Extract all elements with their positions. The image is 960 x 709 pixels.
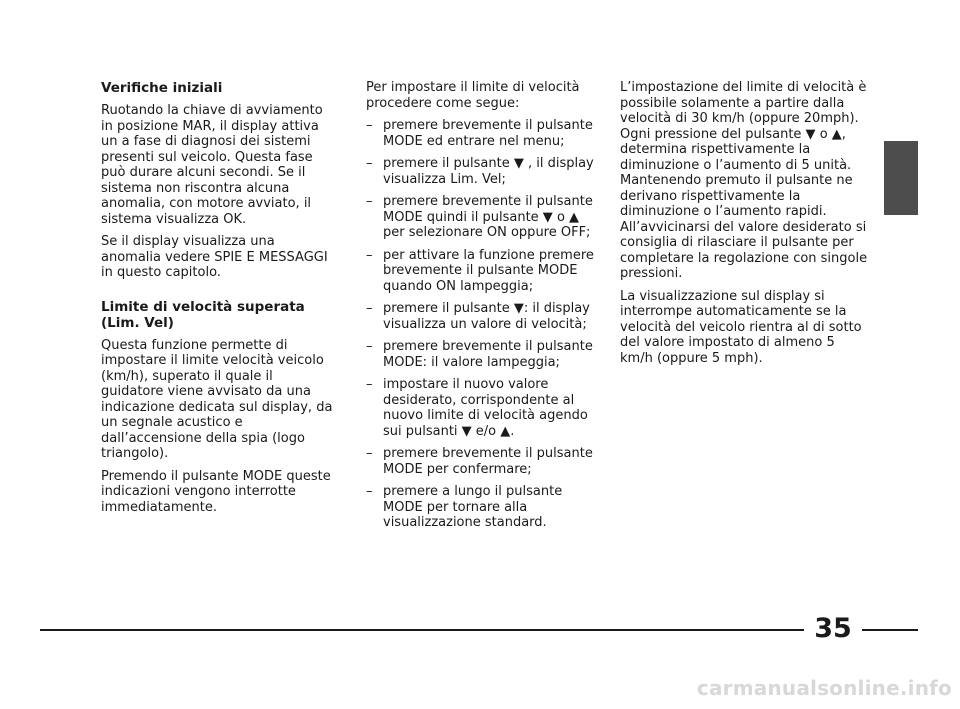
list-item: – premere il pulsante ▼: il display visualizza un valore di velocità;: [366, 301, 604, 332]
heading-speed-limit: Limite di velocità superata (Lim. Vel): [101, 298, 305, 331]
steps-list: [366, 118, 604, 531]
paragraph: Premendo il pulsante MODE queste indicazioni vengono interrotte immediatamente.: [101, 468, 331, 515]
page-number: 35: [814, 613, 852, 644]
footer-rule: [40, 629, 804, 631]
paragraph-intro: Per impostare il limite di velocità procedere come segue:: [366, 80, 580, 111]
paragraph: Se il display visualizza una anomalia vedere SPIE E MESSAGGI in questo capitolo.: [101, 234, 328, 280]
list-item: – premere a lungo il pulsante MODE per tornare alla visualizzazione standard.: [366, 484, 604, 531]
footer-rule: [862, 629, 918, 631]
list-item: – premere brevemente il pulsante MODE ed entrare nel menu;: [366, 118, 604, 149]
left-column: [101, 80, 333, 522]
list-item: – premere il pulsante ▼ , il display visualizza Lim. Vel;: [366, 156, 604, 187]
list-item: – premere brevemente il pulsante MODE quindi il pulsante ▼ o ▲ per selezionare ON oppure OFF;: [366, 194, 604, 241]
right-column: [620, 80, 868, 373]
list-item: – impostare il nuovo valore desiderato, corrispondente al nuovo limite di velocità agendo sui pulsanti ▼ e/o ▲.: [366, 377, 604, 439]
list-item: – per attivare la funzione premere brevemente il pulsante MODE quando ON lampeggia;: [366, 248, 604, 295]
paragraph: Ruotando la chiave di avviamento in posizione MAR, il display attiva un a fase di diagnosi dei sistemi presenti sul veicolo. Questa fase può durare alcuni secondi. Se il sistema non riscontra alcuna anomalia, con motore avviato, il sistema visualizza OK.: [101, 103, 323, 227]
watermark: carmanualsonline.info: [696, 676, 952, 700]
paragraph: Questa funzione permette di impostare il limite velocità veicolo (km/h), superato il quale il guidatore viene avvisato da una indicazione dedicata sul display, da un segnale acustico e dall’accensione della spia (logo triangolo).: [101, 337, 333, 461]
chapter-tab-marker: [884, 141, 918, 215]
list-item: – premere brevemente il pulsante MODE: il valore lampeggia;: [366, 339, 604, 370]
list-item: – premere brevemente il pulsante MODE per confermare;: [366, 446, 604, 477]
heading-initial-checks: Verifiche iniziali: [101, 80, 223, 96]
paragraph: L’impostazione del limite di velocità è possibile solamente a partire dalla velocità di 30 km/h (oppure 20mph). Ogni pressione del pulsante ▼ o ▲, determina rispettivamente la diminuzione o l’aumento di 5 unità. Mantenendo premuto il pulsante ne derivano rispettivamente la diminuzione o l’aumento rapidi. All’avvicinarsi del valore desiderato si consiglia di rilasciare il pulsante per completare la regolazione con singole pressioni.: [620, 80, 868, 281]
middle-column: [366, 80, 604, 538]
paragraph: La visualizzazione sul display si interrompe automaticamente se la velocità del veicolo rientra al di sotto del valore impostato di almeno 5 km/h (oppure 5 mph).: [620, 288, 862, 366]
